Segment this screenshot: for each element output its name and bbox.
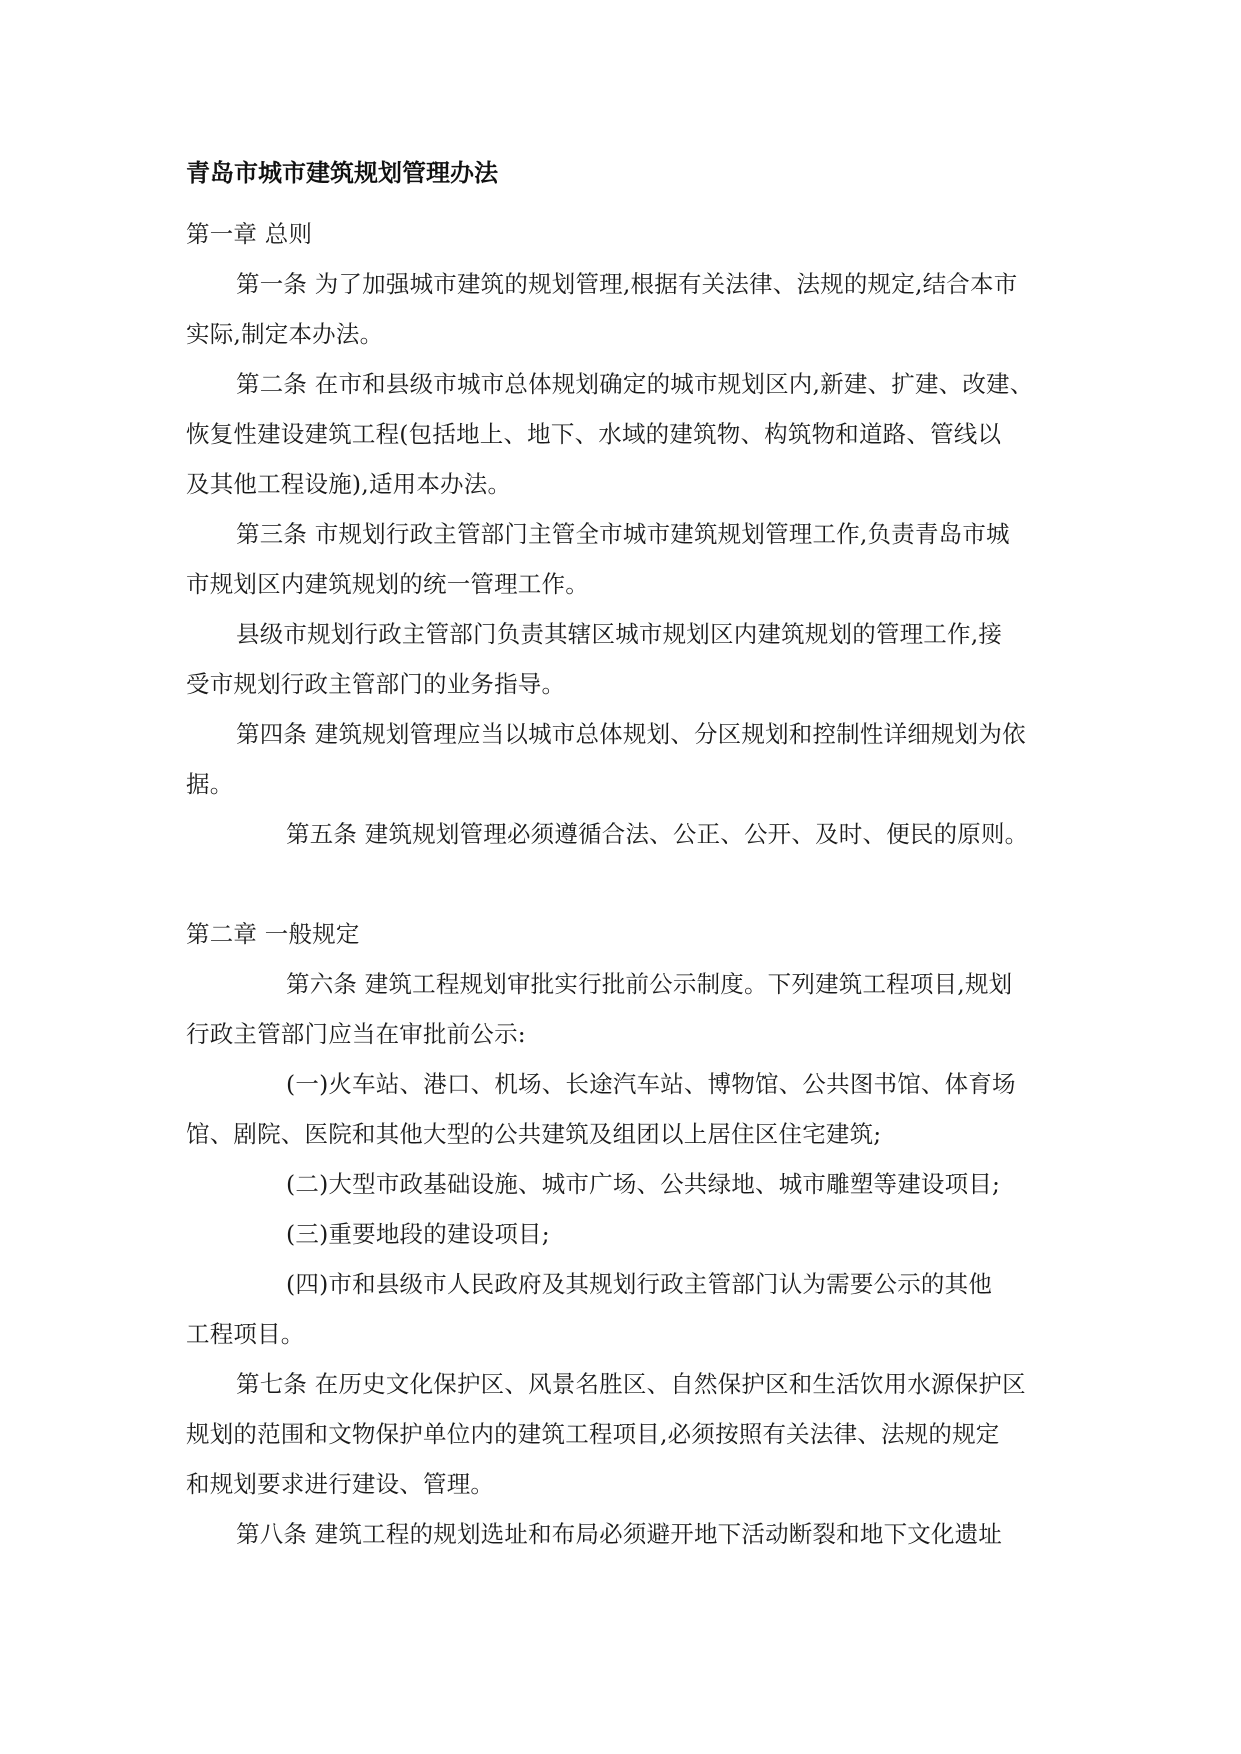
article-5-line-1: 第五条 建筑规划管理必须遵循合法、公正、公开、及时、便民的原则。 <box>286 820 1029 848</box>
article-3-para-2-line-2: 受市规划行政主管部门的业务指导。 <box>186 670 566 698</box>
article-2-line-2: 恢复性建设建筑工程(包括地上、地下、水域的建筑物、构筑物和道路、管线以 <box>186 420 1002 448</box>
article-6-item-1-line-2: 馆、剧院、医院和其他大型的公共建筑及组团以上居住区住宅建筑; <box>186 1120 882 1148</box>
chapter-1-heading: 第一章 总则 <box>186 220 313 248</box>
article-4-line-2: 据。 <box>186 770 234 798</box>
article-7-line-1: 第七条 在历史文化保护区、风景名胜区、自然保护区和生活饮用水源保护区 <box>236 1370 1026 1398</box>
article-6-item-4-line-2: 工程项目。 <box>186 1320 305 1348</box>
chapter-2-heading: 第二章 一般规定 <box>186 920 360 948</box>
article-7-line-2: 规划的范围和文物保护单位内的建筑工程项目,必须按照有关法律、法规的规定 <box>186 1420 1000 1448</box>
article-3-line-1: 第三条 市规划行政主管部门主管全市城市建筑规划管理工作,负责青岛市城 <box>236 520 1010 548</box>
article-4-line-1: 第四条 建筑规划管理应当以城市总体规划、分区规划和控制性详细规划为依 <box>236 720 1026 748</box>
article-3-line-2: 市规划区内建筑规划的统一管理工作。 <box>186 570 589 598</box>
article-2-line-3: 及其他工程设施),适用本办法。 <box>186 470 512 498</box>
article-6-item-1-line-1: (一)火车站、港口、机场、长途汽车站、博物馆、公共图书馆、体育场 <box>286 1070 1016 1098</box>
article-1-line-2: 实际,制定本办法。 <box>186 320 384 348</box>
article-2-line-1: 第二条 在市和县级市城市总体规划确定的城市规划区内,新建、扩建、改建、 <box>236 370 1034 398</box>
article-6-item-2: (二)大型市政基础设施、城市广场、公共绿地、城市雕塑等建设项目; <box>286 1170 1001 1198</box>
article-6-item-4-line-1: (四)市和县级市人民政府及其规划行政主管部门认为需要公示的其他 <box>286 1270 993 1298</box>
article-1-line-1: 第一条 为了加强城市建筑的规划管理,根据有关法律、法规的规定,结合本市 <box>236 270 1018 298</box>
article-6-line-1: 第六条 建筑工程规划审批实行批前公示制度。下列建筑工程项目,规划 <box>286 970 1013 998</box>
article-6-line-2: 行政主管部门应当在审批前公示: <box>186 1020 526 1048</box>
article-8-line-1: 第八条 建筑工程的规划选址和布局必须避开地下活动断裂和地下文化遗址 <box>236 1520 1003 1548</box>
article-3-para-2-line-1: 县级市规划行政主管部门负责其辖区城市规划区内建筑规划的管理工作,接 <box>236 620 1003 648</box>
article-6-item-3: (三)重要地段的建设项目; <box>286 1220 550 1248</box>
document-title: 青岛市城市建筑规划管理办法 <box>186 159 498 187</box>
article-7-line-3: 和规划要求进行建设、管理。 <box>186 1470 495 1498</box>
